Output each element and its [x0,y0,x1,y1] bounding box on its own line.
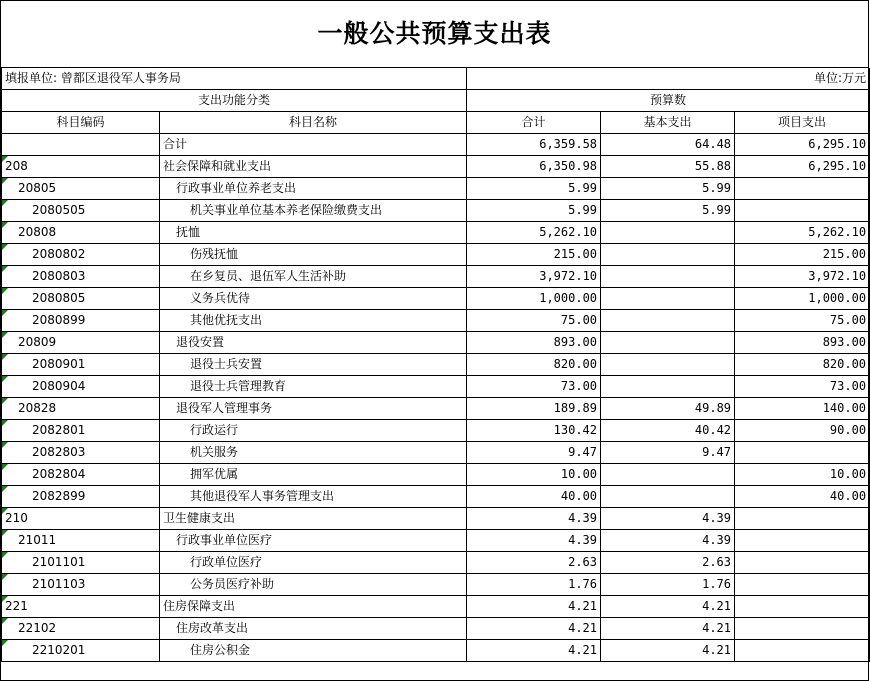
cell-project[interactable]: 1,000.00 [735,288,870,310]
table-row [2,376,870,398]
cell-name[interactable]: 合计 [160,134,467,156]
reporting-unit: 填报单位: 曾都区退役军人事务局 [2,68,467,90]
cell-code[interactable]: 2080899 [2,310,160,332]
cell-basic[interactable]: 64.48 [601,134,735,156]
cell-total[interactable]: 4.39 [467,530,601,552]
cell-project[interactable]: 6,295.10 [735,156,870,178]
table-row [2,354,870,376]
cell-code[interactable]: 2101101 [2,552,160,574]
cell-code[interactable]: 2080901 [2,354,160,376]
cell-total[interactable]: 189.89 [467,398,601,420]
cell-project[interactable] [735,552,870,574]
cell-basic[interactable]: 40.42 [601,420,735,442]
cell-code[interactable]: 2082899 [2,486,160,508]
cell-project[interactable]: 215.00 [735,244,870,266]
cell-total[interactable]: 1.76 [467,574,601,596]
table-row [2,288,870,310]
cell-name[interactable]: 卫生健康支出 [160,508,467,530]
cell-code[interactable]: 2082804 [2,464,160,486]
cell-name[interactable]: 行政单位医疗 [160,552,467,574]
table-row [2,266,870,288]
cell-project[interactable] [735,618,870,640]
cell-code[interactable]: 21011 [2,530,160,552]
cell-name[interactable]: 住房改革支出 [160,618,467,640]
info-row [2,68,870,90]
cell-total[interactable]: 130.42 [467,420,601,442]
cell-name[interactable]: 机关事业单位基本养老保险缴费支出 [160,200,467,222]
table-row [2,332,870,354]
cell-name[interactable]: 行政事业单位养老支出 [160,178,467,200]
table-row [2,464,870,486]
table-row [2,222,870,244]
unit-label: 单位:万元 [467,68,870,90]
cell-name[interactable]: 其他退役军人事务管理支出 [160,486,467,508]
cell-total[interactable]: 215.00 [467,244,601,266]
cell-total[interactable]: 6,350.98 [467,156,601,178]
cell-basic[interactable]: 4.21 [601,596,735,618]
cell-code[interactable] [2,134,160,156]
cell-project[interactable]: 820.00 [735,354,870,376]
cell-project[interactable]: 5,262.10 [735,222,870,244]
cell-name[interactable]: 社会保障和就业支出 [160,156,467,178]
cell-code[interactable]: 2082801 [2,420,160,442]
cell-total[interactable]: 5,262.10 [467,222,601,244]
table-row [2,420,870,442]
cell-project[interactable] [735,530,870,552]
cell-project[interactable] [735,178,870,200]
cell-code[interactable]: 20805 [2,178,160,200]
cell-total[interactable]: 40.00 [467,486,601,508]
cell-project[interactable] [735,200,870,222]
cell-code[interactable]: 2080805 [2,288,160,310]
cell-basic[interactable]: 5.99 [601,200,735,222]
table-row [2,178,870,200]
table-row [2,442,870,464]
cell-basic[interactable] [601,266,735,288]
cell-basic[interactable] [601,244,735,266]
cell-total[interactable]: 4.21 [467,640,601,662]
table-row [2,640,870,662]
budget-table [1,68,870,662]
cell-basic[interactable] [601,310,735,332]
cell-code[interactable]: 208 [2,156,160,178]
cell-code[interactable]: 20809 [2,332,160,354]
col-basic-header: 基本支出 [601,112,735,134]
cell-basic[interactable] [601,222,735,244]
cell-project[interactable]: 140.00 [735,398,870,420]
cell-basic[interactable] [601,332,735,354]
cell-project[interactable]: 73.00 [735,376,870,398]
cell-project[interactable] [735,574,870,596]
cell-name[interactable]: 伤残抚恤 [160,244,467,266]
cell-basic[interactable]: 4.39 [601,530,735,552]
cell-name[interactable]: 退役士兵管理教育 [160,376,467,398]
table-row [2,486,870,508]
cell-project[interactable]: 75.00 [735,310,870,332]
cell-basic[interactable]: 5.99 [601,178,735,200]
cell-total[interactable]: 6,359.58 [467,134,601,156]
cell-code[interactable]: 210 [2,508,160,530]
cell-name[interactable]: 机关服务 [160,442,467,464]
cell-name[interactable]: 在乡复员、退伍军人生活补助 [160,266,467,288]
cell-total[interactable]: 3,972.10 [467,266,601,288]
cell-basic[interactable] [601,464,735,486]
cell-project[interactable]: 893.00 [735,332,870,354]
cell-basic[interactable] [601,376,735,398]
cell-name[interactable]: 拥军优属 [160,464,467,486]
cell-name[interactable]: 公务员医疗补助 [160,574,467,596]
table-row [2,398,870,420]
cell-name[interactable]: 其他优抚支出 [160,310,467,332]
cell-name[interactable]: 住房公积金 [160,640,467,662]
budget-header: 预算数 [467,90,870,112]
table-row [2,530,870,552]
cell-basic[interactable]: 9.47 [601,442,735,464]
cell-basic[interactable]: 4.21 [601,640,735,662]
col-total-header: 合计 [467,112,601,134]
function-class-header: 支出功能分类 [2,90,467,112]
cell-basic[interactable]: 4.39 [601,508,735,530]
cell-project[interactable] [735,596,870,618]
table-row [2,574,870,596]
cell-code[interactable]: 2080505 [2,200,160,222]
column-header-row [2,112,870,134]
cell-total[interactable]: 893.00 [467,332,601,354]
cell-total[interactable]: 10.00 [467,464,601,486]
cell-total[interactable]: 4.39 [467,508,601,530]
cell-total[interactable]: 820.00 [467,354,601,376]
cell-project[interactable]: 40.00 [735,486,870,508]
cell-code[interactable]: 2210201 [2,640,160,662]
cell-code[interactable]: 2080803 [2,266,160,288]
cell-total[interactable]: 4.21 [467,596,601,618]
cell-project[interactable] [735,442,870,464]
group-header-row [2,90,870,112]
cell-code[interactable]: 20808 [2,222,160,244]
cell-basic[interactable]: 49.89 [601,398,735,420]
cell-name[interactable]: 退役安置 [160,332,467,354]
table-row [2,200,870,222]
cell-project[interactable]: 90.00 [735,420,870,442]
cell-total[interactable]: 5.99 [467,178,601,200]
cell-code[interactable]: 2080802 [2,244,160,266]
cell-project[interactable] [735,640,870,662]
table-row [2,596,870,618]
cell-name[interactable]: 行政运行 [160,420,467,442]
cell-code[interactable]: 20828 [2,398,160,420]
table-row [2,618,870,640]
cell-basic[interactable]: 4.21 [601,618,735,640]
page-title: 一般公共预算支出表 [1,1,868,68]
col-name-header: 科目名称 [160,112,467,134]
cell-code[interactable]: 2101103 [2,574,160,596]
cell-name[interactable]: 退役军人管理事务 [160,398,467,420]
cell-code[interactable]: 2080904 [2,376,160,398]
table-row [2,508,870,530]
col-code-header: 科目编码 [2,112,160,134]
col-project-header: 项目支出 [735,112,870,134]
cell-basic[interactable]: 1.76 [601,574,735,596]
cell-total[interactable]: 73.00 [467,376,601,398]
cell-basic[interactable] [601,486,735,508]
cell-code[interactable]: 2082803 [2,442,160,464]
cell-project[interactable]: 6,295.10 [735,134,870,156]
cell-name[interactable]: 住房保障支出 [160,596,467,618]
table-row [2,244,870,266]
table-row [2,134,870,156]
cell-name[interactable]: 退役士兵安置 [160,354,467,376]
cell-basic[interactable]: 55.88 [601,156,735,178]
cell-project[interactable] [735,508,870,530]
cell-total[interactable]: 1,000.00 [467,288,601,310]
table-row [2,156,870,178]
cell-code[interactable]: 221 [2,596,160,618]
table-row [2,310,870,332]
cell-basic[interactable]: 2.63 [601,552,735,574]
cell-project[interactable]: 10.00 [735,464,870,486]
cell-name[interactable]: 行政事业单位医疗 [160,530,467,552]
cell-total[interactable]: 9.47 [467,442,601,464]
cell-total[interactable]: 75.00 [467,310,601,332]
cell-project[interactable]: 3,972.10 [735,266,870,288]
table-row [2,552,870,574]
cell-name[interactable]: 抚恤 [160,222,467,244]
cell-code[interactable]: 22102 [2,618,160,640]
cell-total[interactable]: 2.63 [467,552,601,574]
cell-name[interactable]: 义务兵优待 [160,288,467,310]
cell-basic[interactable] [601,354,735,376]
cell-total[interactable]: 5.99 [467,200,601,222]
cell-basic[interactable] [601,288,735,310]
cell-total[interactable]: 4.21 [467,618,601,640]
